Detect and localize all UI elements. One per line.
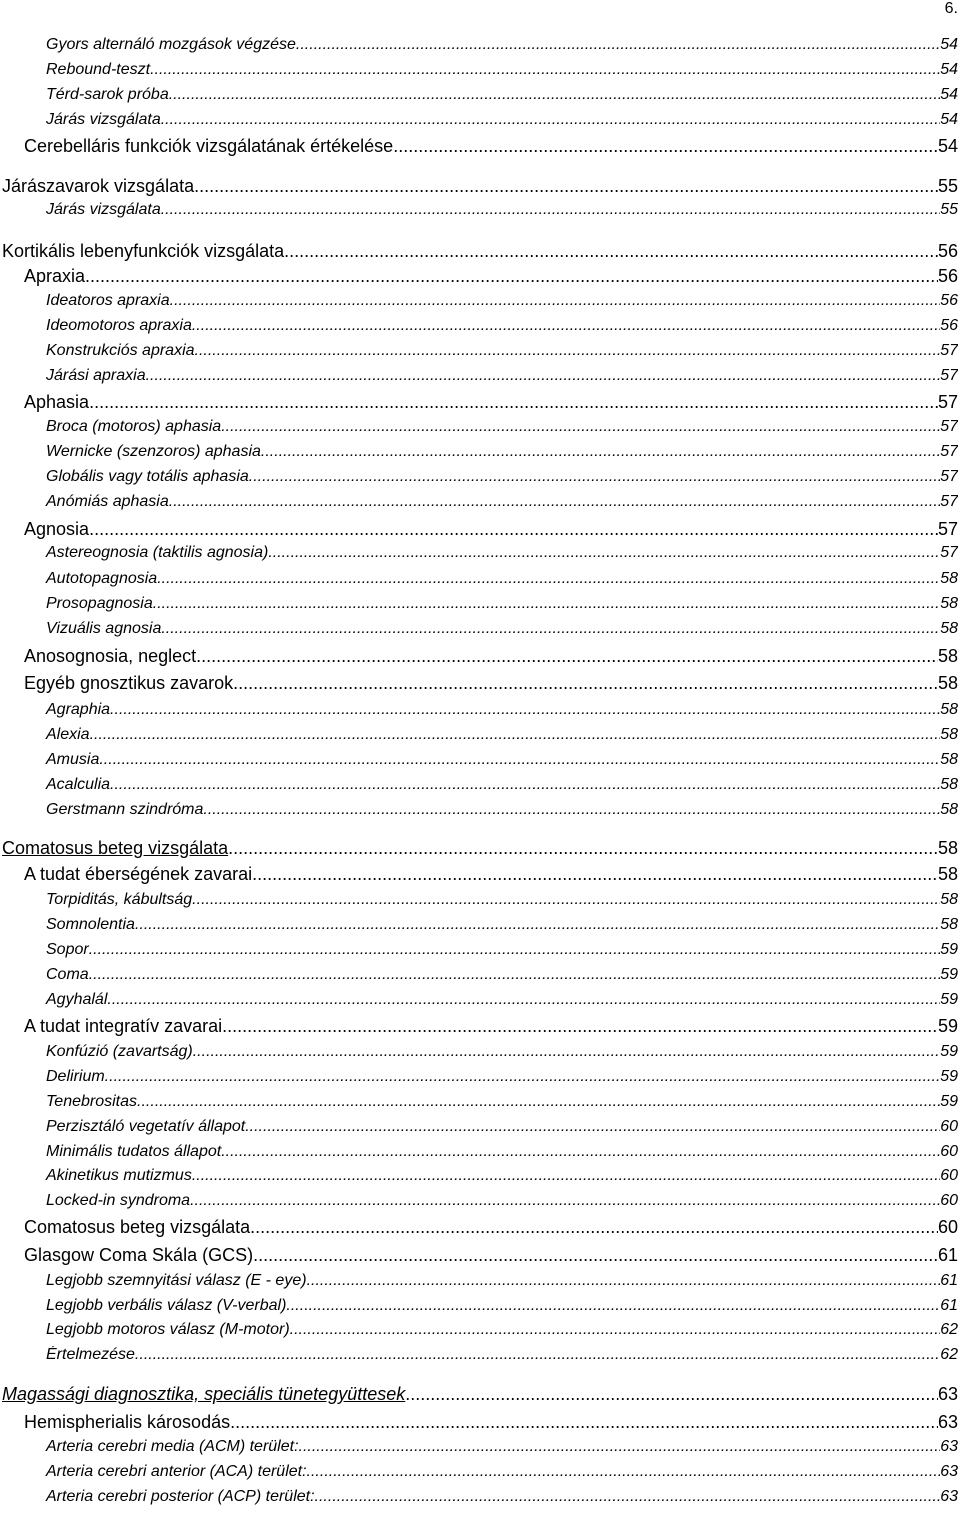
toc-entry-label: Anosognosia, neglect — [24, 646, 197, 666]
toc-entry-label: Konstrukciós apraxia — [46, 342, 195, 359]
toc-entry-label: Comatosus beteg vizsgálata — [24, 1217, 251, 1237]
toc-dot-leader — [249, 468, 940, 486]
toc-entry-page: 63 — [940, 1488, 958, 1505]
toc-dot-leader — [89, 392, 938, 413]
toc-entry-page: 54 — [940, 111, 958, 128]
toc-entry-page: 54 — [940, 61, 958, 78]
toc-entry-label: Alexia — [46, 726, 90, 743]
toc-entry-page: 58 — [937, 646, 958, 666]
toc-entry-page: 54 — [937, 136, 958, 156]
toc-entry-label: Gerstmann szindróma — [46, 801, 204, 818]
toc-entry-label: Broca (motoros) aphasia — [46, 418, 222, 435]
toc-entry[interactable] — [0, 367, 958, 385]
toc-dot-leader — [169, 86, 940, 104]
toc-dot-leader — [90, 726, 941, 744]
toc-entry-label: Perzisztáló vegetatív állapot — [46, 1118, 246, 1135]
toc-entry-page: 60 — [937, 1217, 958, 1237]
toc-dot-leader — [135, 1346, 940, 1364]
toc-entry[interactable] — [0, 418, 958, 436]
toc-entry[interactable] — [0, 468, 958, 486]
toc-entry-label: Aphasia — [24, 392, 90, 412]
toc-entry-page: 57 — [940, 418, 958, 435]
toc-dot-leader — [221, 418, 940, 436]
toc-entry-page: 58 — [940, 620, 958, 637]
toc-entry-label: Agraphia — [46, 701, 111, 718]
toc-entry-page: 57 — [940, 367, 958, 384]
toc-entry[interactable] — [0, 646, 958, 667]
toc-entry-label: Arteria cerebri anterior (ACA) terület: — [46, 1463, 307, 1480]
toc-dot-leader — [135, 916, 940, 934]
toc-entry-page: 57 — [937, 519, 958, 539]
toc-dot-leader — [110, 701, 940, 719]
toc-entry[interactable] — [0, 595, 958, 613]
toc-dot-leader — [268, 544, 940, 562]
toc-entry[interactable] — [0, 1272, 958, 1290]
toc-dot-leader — [253, 1245, 938, 1266]
toc-dot-leader — [261, 443, 940, 461]
toc-entry-label: Rebound-teszt — [46, 61, 151, 78]
toc-entry-page: 57 — [940, 443, 958, 460]
toc-entry-page: 58 — [940, 570, 958, 587]
toc-entry-label: Globális vagy totális aphasia — [46, 468, 249, 485]
toc-entry[interactable] — [0, 916, 958, 934]
toc-entry-label: A tudat integratív zavarai — [24, 1016, 223, 1036]
toc-dot-leader — [150, 61, 940, 79]
toc-entry-page: 60 — [940, 1143, 958, 1160]
toc-entry[interactable] — [0, 1297, 958, 1315]
toc-entry[interactable] — [0, 1412, 958, 1433]
toc-entry-label: A tudat éberségének zavarai — [24, 864, 253, 884]
toc-entry-page: 58 — [940, 891, 958, 908]
toc-dot-leader — [221, 1143, 940, 1161]
toc-entry-page: 54 — [940, 86, 958, 103]
toc-entry[interactable] — [0, 1384, 958, 1405]
toc-entry-label: Konfúzió (zavartság) — [46, 1043, 193, 1060]
toc-entry[interactable] — [0, 1118, 958, 1136]
toc-dot-leader — [228, 838, 938, 859]
toc-entry-page: 55 — [940, 201, 958, 218]
toc-entry-page: 57 — [940, 342, 958, 359]
toc-entry[interactable] — [0, 493, 958, 511]
toc-entry-page: 57 — [940, 493, 958, 510]
toc-entry[interactable] — [0, 519, 958, 540]
toc-entry-label: Ideomotoros apraxia — [46, 317, 192, 334]
toc-entry[interactable] — [0, 176, 958, 197]
toc-entry[interactable] — [0, 1192, 958, 1210]
toc-dot-leader — [299, 1438, 941, 1456]
toc-entry[interactable] — [0, 1093, 958, 1111]
toc-entry-label: Locked-in syndroma — [46, 1192, 191, 1209]
toc-entry-label: Egyéb gnosztikus zavarok — [24, 673, 234, 693]
toc-entry-label: Apraxia — [24, 266, 86, 286]
toc-dot-leader — [146, 367, 941, 385]
toc-entry[interactable] — [0, 1438, 958, 1456]
toc-dot-leader — [89, 966, 941, 984]
toc-dot-leader — [233, 673, 938, 694]
toc-dot-leader — [194, 176, 938, 197]
toc-dot-leader — [222, 1016, 938, 1037]
toc-entry[interactable] — [0, 701, 958, 719]
toc-entry[interactable] — [0, 941, 958, 959]
toc-entry[interactable] — [0, 1463, 958, 1481]
toc-entry-page: 62 — [940, 1321, 958, 1338]
toc-entry-page: 58 — [940, 776, 958, 793]
toc-entry-label: Wernicke (szenzoros) aphasia — [46, 443, 261, 460]
toc-entry-page: 63 — [940, 1463, 958, 1480]
toc-dot-leader — [230, 1412, 938, 1433]
toc-entry-label: Legjobb szemnyitási válasz (E - eye) — [46, 1272, 307, 1289]
toc-dot-leader — [290, 1321, 941, 1339]
toc-entry-label: Járás vizsgálata — [46, 111, 161, 128]
toc-entry[interactable] — [0, 891, 958, 909]
toc-entry[interactable] — [0, 36, 958, 54]
toc-entry[interactable] — [0, 392, 958, 413]
toc-entry-page: 58 — [937, 864, 958, 884]
toc-entry[interactable] — [0, 544, 958, 562]
toc-dot-leader — [89, 519, 938, 540]
toc-entry-page: 59 — [940, 966, 958, 983]
toc-dot-leader — [169, 493, 940, 511]
toc-dot-leader — [192, 317, 940, 335]
toc-entry-label: Comatosus beteg vizsgálata — [2, 838, 229, 858]
toc-entry-label: Magassági diagnosztika, speciális tünetegyüttesek — [2, 1384, 406, 1404]
toc-entry-label: Prosopagnosia — [46, 595, 153, 612]
toc-entry[interactable] — [0, 776, 958, 794]
toc-entry-label: Járászavarok vizsgálata — [2, 176, 195, 196]
toc-dot-leader — [192, 1167, 940, 1185]
toc-entry[interactable] — [0, 1143, 958, 1161]
toc-entry-page: 58 — [940, 701, 958, 718]
toc-entry-page: 55 — [937, 176, 958, 196]
toc-entry-page: 59 — [940, 991, 958, 1008]
toc-entry-page: 54 — [940, 36, 958, 53]
toc-entry-page: 58 — [940, 751, 958, 768]
toc-entry-page: 59 — [940, 1093, 958, 1110]
toc-entry[interactable] — [0, 1016, 958, 1037]
toc-entry[interactable] — [0, 1043, 958, 1061]
toc-entry[interactable] — [0, 443, 958, 461]
toc-dot-leader — [105, 1068, 941, 1086]
toc-dot-leader — [203, 801, 940, 819]
toc-entry-label: Agnosia — [24, 519, 90, 539]
toc-entry[interactable] — [0, 751, 958, 769]
toc-entry[interactable] — [0, 111, 958, 129]
toc-entry-label: Térd-sarok próba — [46, 86, 169, 103]
toc-entry-label: Somnolentia — [46, 916, 135, 933]
toc-entry-label: Acalculia — [46, 776, 111, 793]
toc-entry-page: 56 — [937, 266, 958, 286]
toc-entry-page: 61 — [940, 1272, 958, 1289]
toc-entry-label: Anómiás aphasia — [46, 493, 169, 510]
toc-dot-leader — [196, 646, 938, 667]
toc-entry[interactable] — [0, 241, 958, 262]
toc-entry-page: 56 — [940, 292, 958, 309]
toc-entry-label: Legjobb motoros válasz (M-motor) — [46, 1321, 290, 1338]
toc-dot-leader — [161, 201, 940, 219]
toc-entry[interactable] — [0, 726, 958, 744]
toc-entry-page: 63 — [940, 1438, 958, 1455]
toc-entry-label: Ideatoros apraxia — [46, 292, 170, 309]
toc-dot-leader — [307, 1272, 941, 1290]
toc-dot-leader — [286, 1297, 940, 1315]
toc-entry[interactable] — [0, 1346, 958, 1364]
toc-dot-leader — [110, 776, 940, 794]
page-number: 6. — [944, 0, 958, 17]
toc-entry-label: Tenebrositas — [46, 1093, 138, 1110]
toc-entry[interactable] — [0, 966, 958, 984]
toc-entry-label: Arteria cerebri posterior (ACP) terület: — [46, 1488, 315, 1505]
toc-entry-page: 57 — [940, 468, 958, 485]
toc-entry[interactable] — [0, 991, 958, 1009]
toc-entry-label: Kortikális lebenyfunkciók vizsgálata — [2, 241, 285, 261]
toc-dot-leader — [153, 595, 940, 613]
toc-dot-leader — [161, 620, 940, 638]
toc-dot-leader — [245, 1118, 940, 1136]
toc-dot-leader — [315, 1488, 941, 1506]
toc-entry[interactable] — [0, 1068, 958, 1086]
toc-entry[interactable] — [0, 1167, 958, 1185]
toc-entry-label: Gyors alternáló mozgások végzése — [46, 36, 296, 53]
toc-entry[interactable] — [0, 342, 958, 360]
toc-entry[interactable] — [0, 1321, 958, 1339]
toc-entry-page: 57 — [937, 392, 958, 412]
toc-entry[interactable] — [0, 801, 958, 819]
toc-dot-leader — [307, 1463, 941, 1481]
toc-entry-label: Arteria cerebri media (ACM) terület: — [46, 1438, 299, 1455]
toc-dot-leader — [252, 864, 938, 885]
toc-entry-label: Coma — [46, 966, 89, 983]
toc-dot-leader — [99, 751, 940, 769]
toc-entry-label: Torpiditás, kábultság — [46, 891, 193, 908]
toc-dot-leader — [296, 36, 940, 54]
toc-entry-page: 58 — [937, 838, 958, 858]
toc-entry-page: 59 — [940, 1068, 958, 1085]
toc-entry-label: Hemispherialis károsodás — [24, 1412, 231, 1432]
toc-entry-label: Autotopagnosia — [46, 570, 158, 587]
toc-entry-label: Astereognosia (taktilis agnosia) — [46, 544, 269, 561]
toc-dot-leader — [405, 1384, 938, 1405]
toc-entry-page: 56 — [940, 317, 958, 334]
toc-entry-page: 58 — [940, 726, 958, 743]
toc-entry[interactable] — [0, 1217, 958, 1238]
toc-entry-page: 61 — [940, 1297, 958, 1314]
toc-entry-label: Akinetikus mutizmus — [46, 1167, 192, 1184]
toc-entry-page: 58 — [937, 673, 958, 693]
toc-entry-page: 61 — [937, 1245, 958, 1265]
toc-entry-page: 59 — [940, 941, 958, 958]
toc-entry[interactable] — [0, 570, 958, 588]
toc-entry-page: 58 — [940, 801, 958, 818]
toc-dot-leader — [193, 1043, 940, 1061]
toc-entry-page: 60 — [940, 1118, 958, 1135]
toc-entry-label: Járás vizsgálata — [46, 201, 161, 218]
toc-entry-label: Agyhalál — [46, 991, 108, 1008]
toc-entry[interactable] — [0, 1245, 958, 1266]
toc-entry[interactable] — [0, 292, 958, 310]
toc-entry[interactable] — [0, 201, 958, 219]
toc-entry-label: Cerebelláris funkciók vizsgálatának értékelése — [24, 136, 394, 156]
toc-entry[interactable] — [0, 136, 958, 157]
toc-dot-leader — [170, 292, 941, 310]
toc-entry-page: 59 — [940, 1043, 958, 1060]
toc-entry[interactable] — [0, 317, 958, 335]
toc-entry[interactable] — [0, 673, 958, 694]
toc-entry-label: Sopor — [46, 941, 89, 958]
toc-dot-leader — [137, 1093, 940, 1111]
toc-entry-page: 59 — [937, 1016, 958, 1036]
toc-entry-label: Legjobb verbális válasz (V-verbal) — [46, 1297, 287, 1314]
toc-entry-page: 58 — [940, 595, 958, 612]
toc-entry-page: 63 — [937, 1384, 958, 1404]
toc-entry[interactable] — [0, 86, 958, 104]
toc-entry-page: 62 — [940, 1346, 958, 1363]
toc-dot-leader — [89, 941, 941, 959]
toc-entry-label: Amusia — [46, 751, 100, 768]
toc-entry-page: 56 — [937, 241, 958, 261]
toc-entry[interactable] — [0, 61, 958, 79]
toc-entry-label: Járási apraxia — [46, 367, 146, 384]
toc-entry-page: 58 — [940, 916, 958, 933]
toc-dot-leader — [85, 266, 938, 287]
toc-dot-leader — [195, 342, 941, 360]
toc-entry-page: 60 — [940, 1192, 958, 1209]
toc-entry-label: Minimális tudatos állapot — [46, 1143, 222, 1160]
toc-entry[interactable] — [0, 620, 958, 638]
toc-entry-label: Delirium — [46, 1068, 105, 1085]
toc-dot-leader — [157, 570, 940, 588]
toc-entry[interactable] — [0, 266, 958, 287]
toc-dot-leader — [284, 241, 938, 262]
toc-dot-leader — [107, 991, 940, 1009]
toc-dot-leader — [393, 136, 938, 157]
toc-entry[interactable] — [0, 838, 958, 859]
toc-entry-label: Vizuális agnosia — [46, 620, 162, 637]
toc-dot-leader — [250, 1217, 938, 1238]
toc-dot-leader — [192, 891, 940, 909]
toc-entry-label: Glasgow Coma Skála (GCS) — [24, 1245, 254, 1265]
toc-entry-label: Értelmezése — [46, 1346, 135, 1363]
toc-dot-leader — [161, 111, 940, 129]
toc-dot-leader — [190, 1192, 940, 1210]
toc-entry[interactable] — [0, 1488, 958, 1506]
toc-entry[interactable] — [0, 864, 958, 885]
toc-entry-page: 57 — [940, 544, 958, 561]
toc-entry-page: 60 — [940, 1167, 958, 1184]
toc-entry-page: 63 — [937, 1412, 958, 1432]
